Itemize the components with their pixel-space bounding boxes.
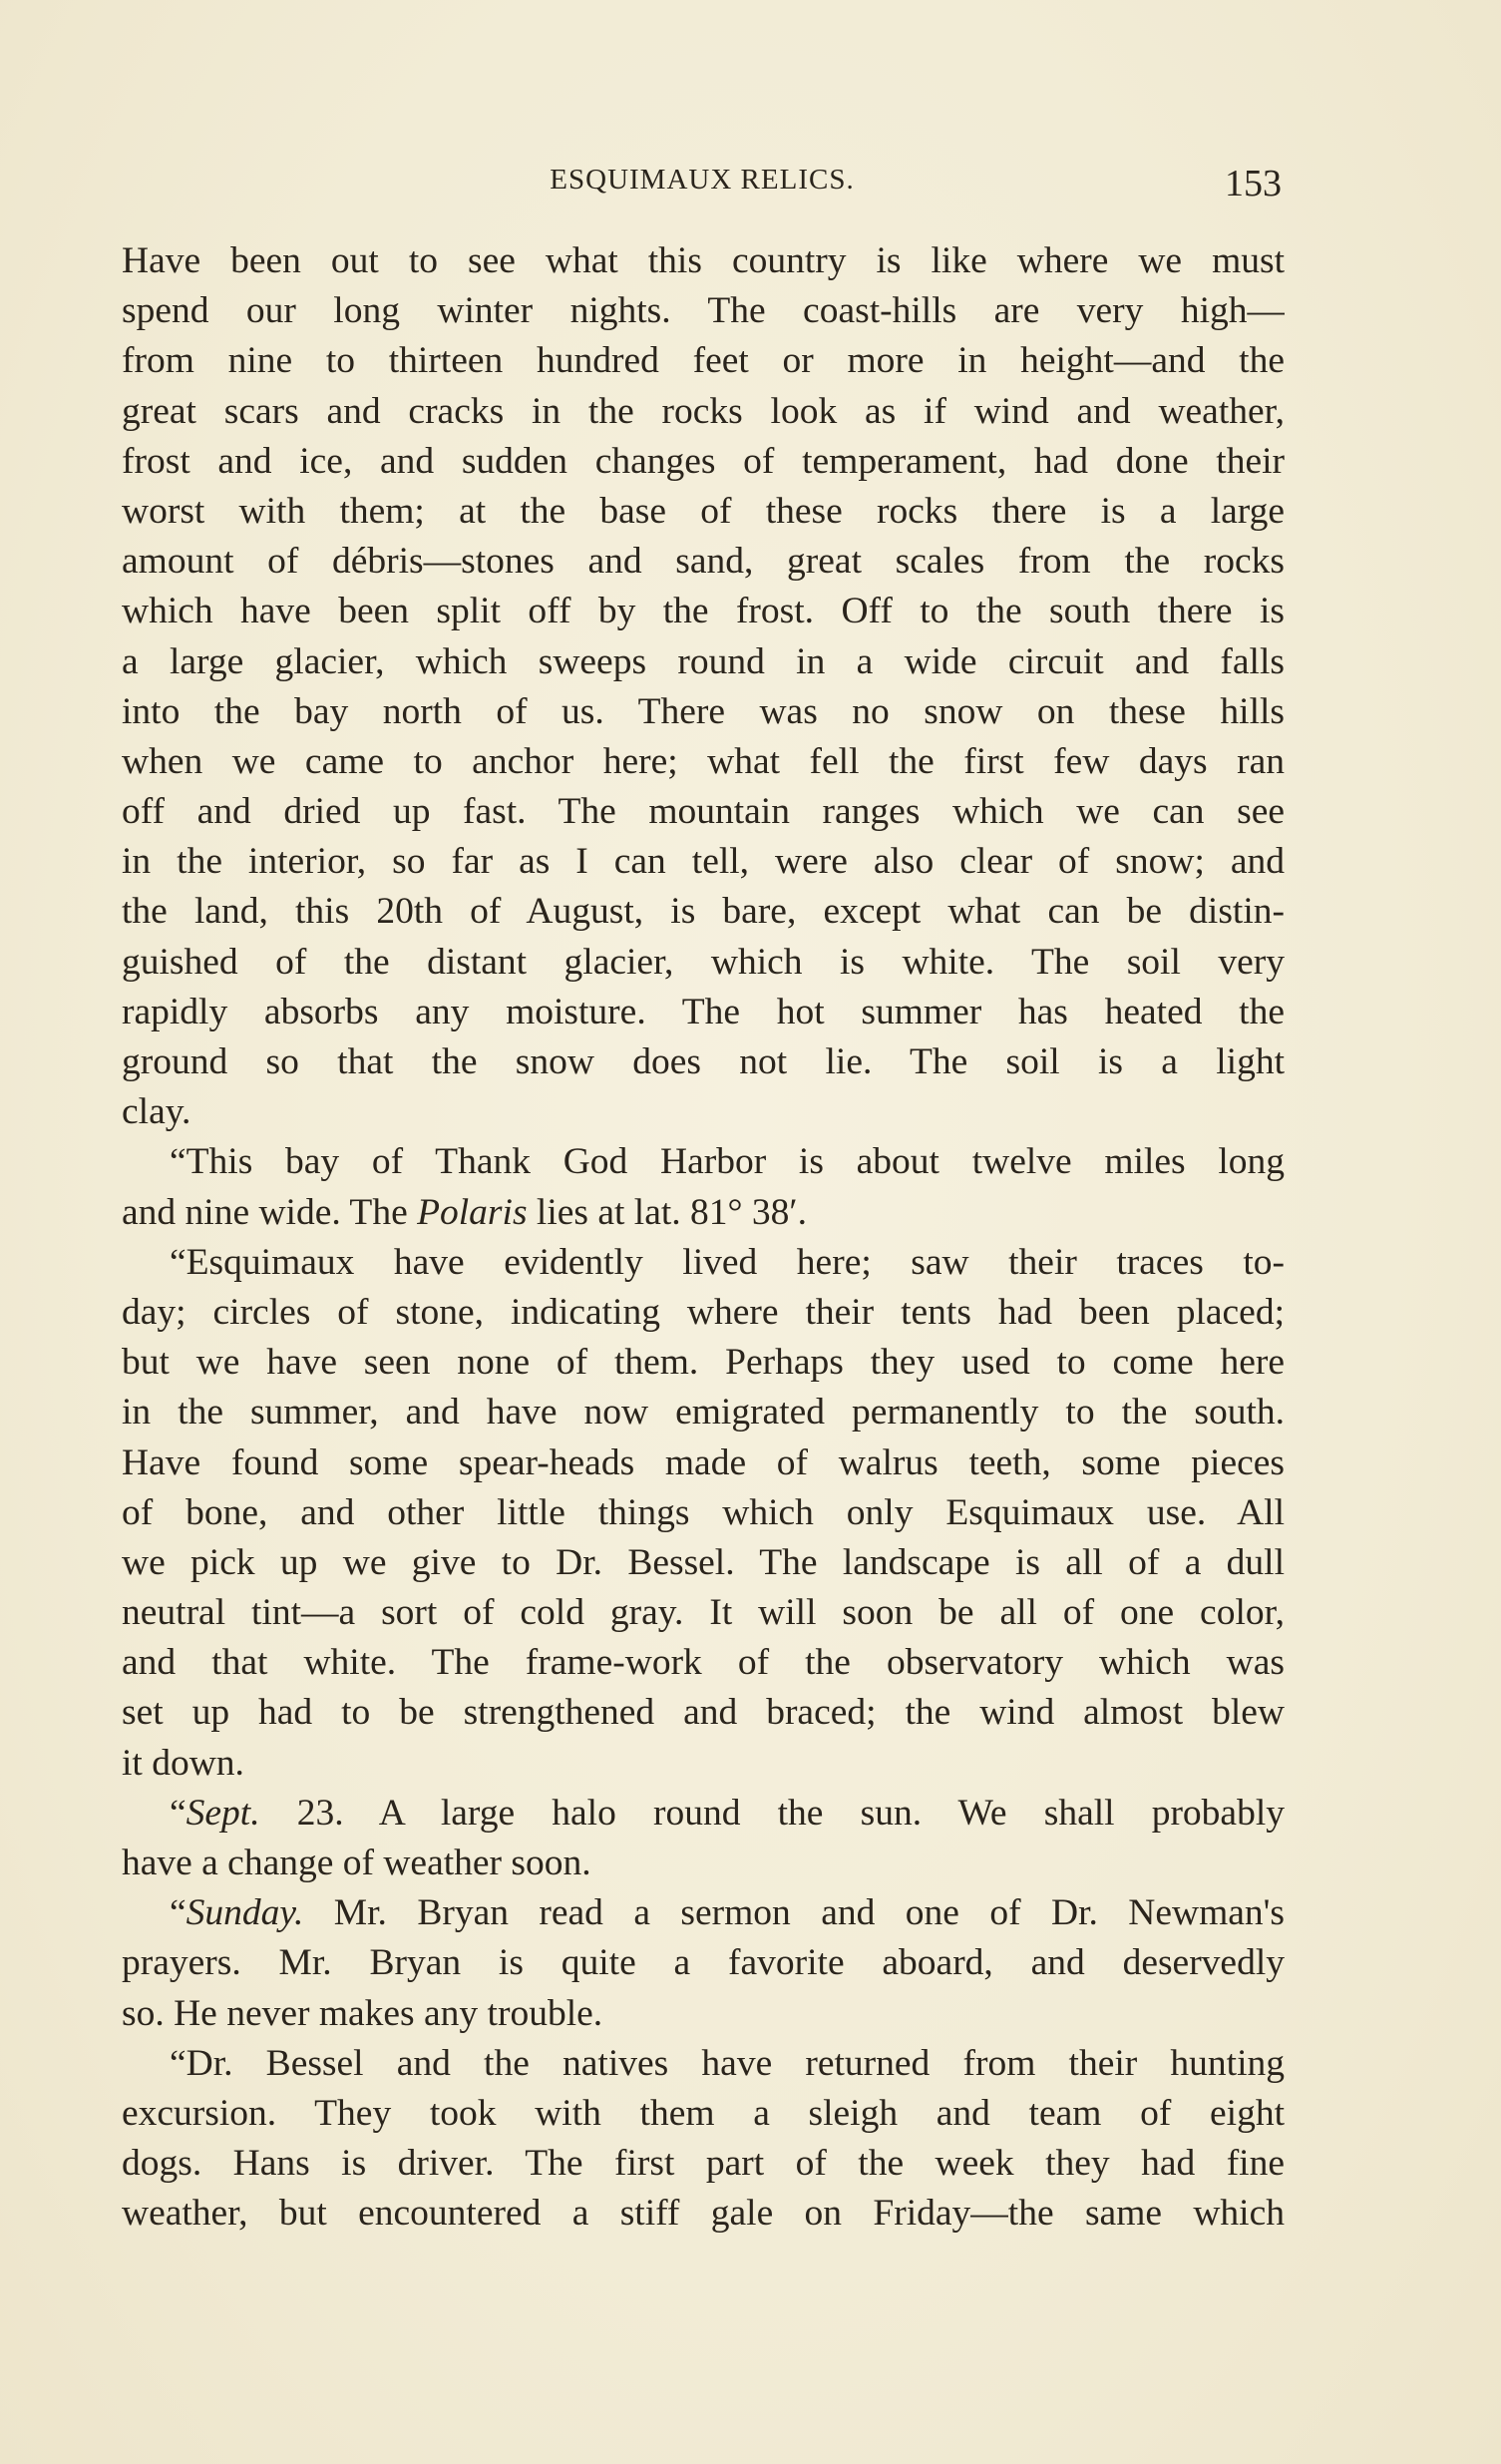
text-line: Have been out to see what this country is like where we must (122, 240, 1285, 281)
text-line: “Esquimaux have evidently lived here; saw their traces to- (170, 1241, 1285, 1283)
text-line (122, 1888, 1285, 1938)
running-title: ESQUIMAUX RELICS. (550, 164, 855, 196)
text-line: clay. (122, 1091, 191, 1133)
text-line: excursion. They took with them a sleigh and team of eight (122, 2092, 1285, 2134)
text-line: of bone, and other little things which only Esquimaux use. All (122, 1491, 1285, 1533)
text-line: which have been split off by the frost. Off to the south there is (122, 591, 1285, 632)
text-line: great scars and cracks in the rocks look as if wind and weather, (122, 390, 1285, 432)
text-line: dogs. Hans is driver. The first part of the week they had fine (122, 2143, 1285, 2185)
running-head (0, 164, 1501, 204)
text-line: set up had to be strengthened and braced; the wind almost blew (122, 1692, 1285, 1734)
text-line: have a change of weather soon. (122, 1843, 591, 1883)
body-text (122, 236, 1285, 2240)
date-label: Sept. (186, 1792, 260, 1834)
text-line: ground so that the snow does not lie. The soil is a light (122, 1041, 1285, 1082)
page-number: 153 (1225, 163, 1282, 205)
text-segment: Mr. Bryan read a sermon and one of Dr. Newman's (303, 1892, 1285, 1934)
text-line: rapidly absorbs any moisture. The hot summer has heated the (122, 991, 1285, 1032)
text-line (122, 1188, 1285, 1238)
text-segment: lies at lat. 81° 38′. (527, 1191, 807, 1233)
text-line: spend our long winter nights. The coast-hills are very high— (122, 290, 1285, 332)
text-line: the land, this 20th of August, is bare, except what can be distin- (122, 891, 1285, 933)
text-line: off and dried up fast. The mountain ranges which we can see (122, 791, 1285, 833)
text-line (122, 1789, 1285, 1839)
text-line: amount of débris—stones and sand, great scales from the rocks (122, 541, 1285, 583)
text-line: when we came to anchor here; what fell the first few days ran (122, 740, 1285, 782)
text-line: in the interior, so far as I can tell, were also clear of snow; and (122, 841, 1285, 883)
text-line: into the bay north of us. There was no snow on these hills (122, 690, 1285, 732)
text-line: day; circles of stone, indicating where their tents had been placed; (122, 1291, 1285, 1333)
text-line: frost and ice, and sudden changes of temperament, had done their (122, 440, 1285, 482)
text-line: in the summer, and have now emigrated permanently to the south. (122, 1392, 1285, 1434)
text-line: so. He never makes any trouble. (122, 1992, 603, 2034)
text-line: and that white. The frame-work of the observatory which was (122, 1642, 1285, 1684)
text-line: but we have seen none of them. Perhaps they used to come here (122, 1342, 1285, 1384)
text-line: “This bay of Thank God Harbor is about twelve miles long (170, 1141, 1285, 1183)
text-line: “Dr. Bessel and the natives have returned from their hunting (170, 2042, 1285, 2084)
text-line: weather, but encountered a stiff gale on Friday—the same which (122, 2193, 1285, 2235)
text-segment: “ (170, 1892, 187, 1934)
text-line: a large glacier, which sweeps round in a wide circuit and falls (122, 640, 1285, 682)
text-line: guished of the distant glacier, which is white. The soil very (122, 941, 1285, 983)
text-line: prayers. Mr. Bryan is quite a favorite aboard, and deservedly (122, 1942, 1285, 1984)
text-line: worst with them; at the base of these rocks there is a large (122, 490, 1285, 532)
text-segment: “ (170, 1792, 187, 1834)
text-line: Have found some spear-heads made of walrus teeth, some pieces (122, 1441, 1285, 1483)
ship-name: Polaris (417, 1191, 528, 1233)
text-segment: 23. A large halo round the sun. We shall probably (259, 1792, 1285, 1834)
text-segment: and nine wide. The (122, 1191, 418, 1233)
day-label: Sunday. (186, 1892, 304, 1934)
text-line: from nine to thirteen hundred feet or more in height—and the (122, 340, 1285, 382)
text-line: it down. (122, 1742, 244, 1784)
text-line: neutral tint—a sort of cold gray. It will soon be all of one color, (122, 1592, 1285, 1634)
text-line: we pick up we give to Dr. Bessel. The landscape is all of a dull (122, 1541, 1285, 1583)
